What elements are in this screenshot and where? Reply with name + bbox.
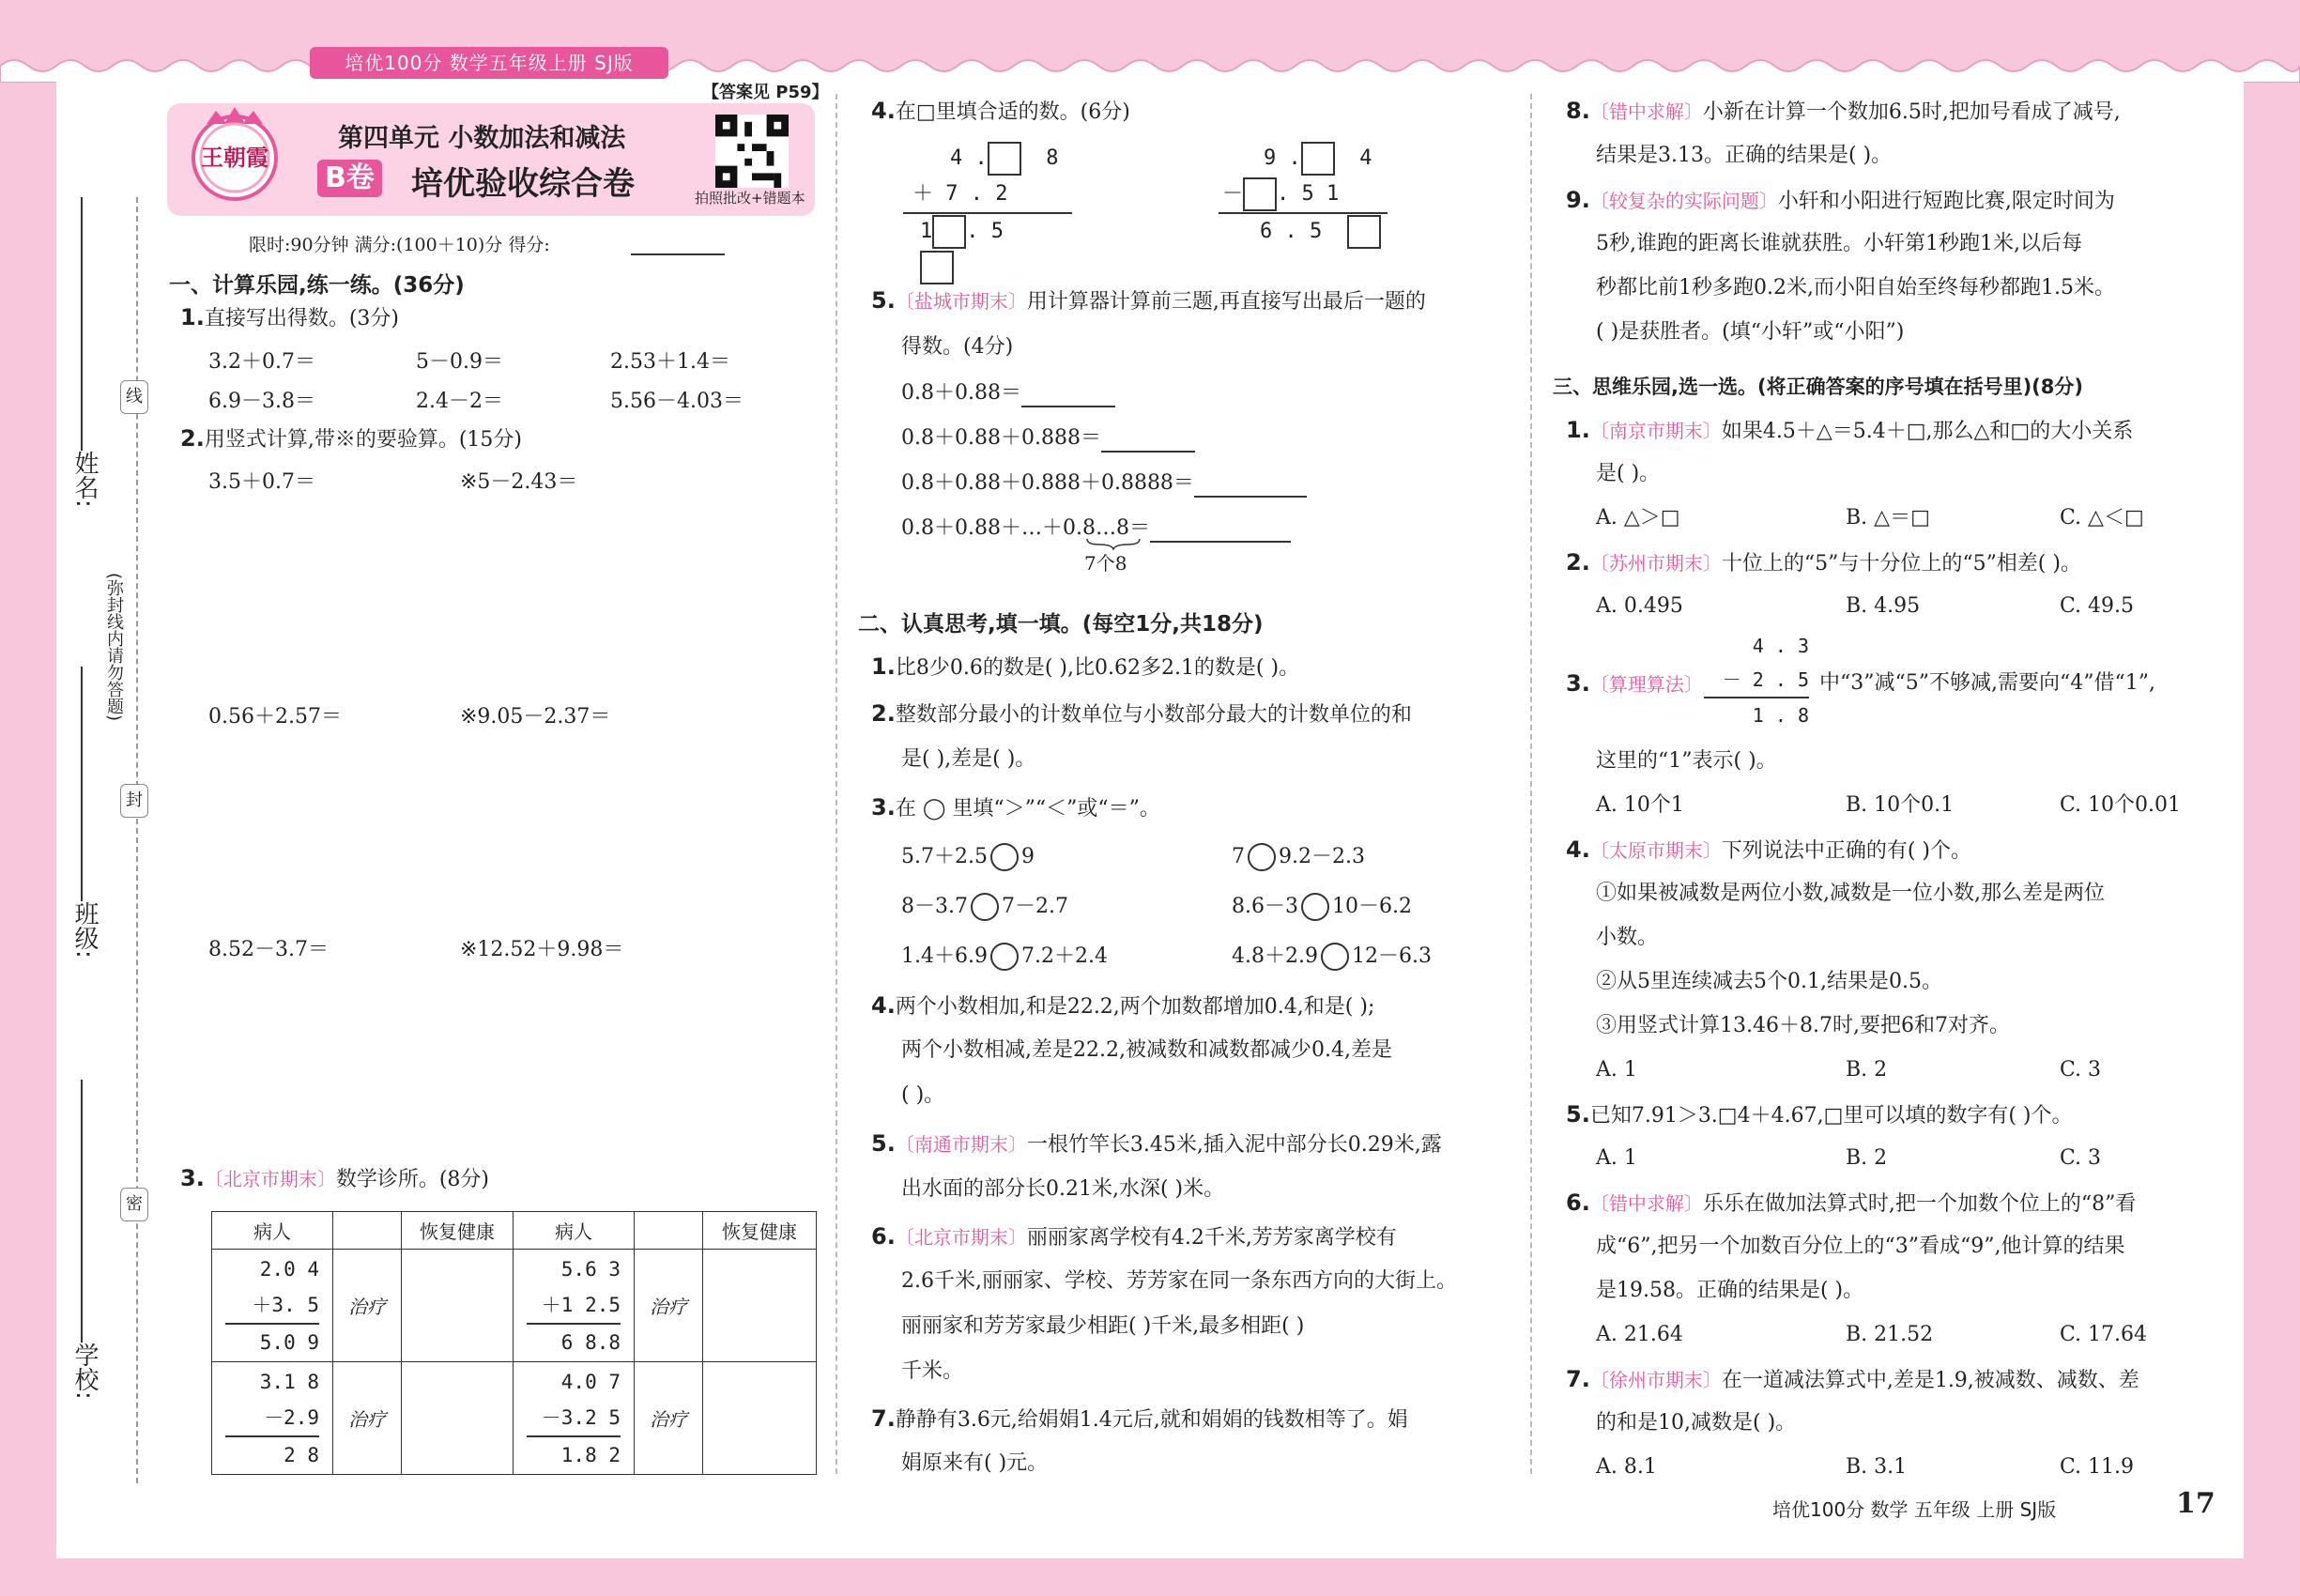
s2q9-tag: 〔较复杂的实际问题〕 — [1589, 190, 1778, 212]
s3q6-text: 乐乐在做加法算式时,把一个加数个位上的“8”看 — [1702, 1192, 2137, 1216]
treat-label: 治疗 — [635, 1362, 703, 1475]
option-a[interactable]: A. 1 — [1596, 1146, 1637, 1170]
option-a[interactable]: A. △＞□ — [1596, 506, 1680, 529]
table-row: 3.1 8 －2.9 2 8 治疗 4.0 7 －3.2 5 1.8 2 治疗 — [212, 1362, 817, 1475]
s3q7-text-cont: 的和是10,减数是( )。 — [1596, 1411, 1797, 1435]
q4-text: 在□里填合适的数。(6分) — [895, 100, 1130, 124]
page-number: 17 — [2176, 1487, 2216, 1520]
option-a[interactable]: A. 10个1 — [1596, 793, 1684, 817]
recovery-answer-cell[interactable] — [703, 1250, 817, 1362]
s2q6-number: 6. — [871, 1223, 896, 1250]
q5-text: 用计算器计算前三题,再直接写出最后一题的 — [1026, 290, 1426, 314]
s3q4-statement-cont: 小数。 — [1596, 926, 1659, 949]
option-b[interactable]: B. △＝□ — [1846, 506, 1930, 529]
compare-circle[interactable] — [1321, 943, 1349, 971]
qr-code-icon[interactable] — [715, 115, 789, 188]
q4-number: 4. — [871, 98, 896, 124]
q1-item: 2.4－2＝ — [416, 390, 503, 413]
s3q4-number: 4. — [1566, 836, 1590, 863]
q2-item: 3.5＋0.7＝ — [208, 470, 315, 494]
s2q8-number: 8. — [1566, 98, 1590, 124]
recovery-answer-cell[interactable] — [703, 1362, 817, 1475]
s2q8-tag: 〔错中求解〕 — [1589, 100, 1703, 123]
info-line: 限时:90分钟 满分:(100＋10)分 得分: — [249, 235, 550, 255]
s2q1-number: 1. — [871, 653, 896, 680]
option-a[interactable]: A. 8.1 — [1596, 1455, 1657, 1479]
s2q3-number: 3. — [871, 794, 896, 821]
s2q6-text: 丽丽家离学校有4.2千米,芳芳家离学校有 — [1026, 1226, 1397, 1250]
s3q7-tag: 〔徐州市期末〕 — [1589, 1369, 1722, 1391]
section-2-title: 二、认真思考,填一填。(每空1分,共18分) — [858, 612, 1264, 637]
q1-item: 2.53＋1.4＝ — [610, 350, 730, 374]
s3q3-vertical: 4 . 3 － 2 . 5 1 . 8 — [1704, 629, 1809, 732]
s2q5-tag: 〔南通市期末〕 — [895, 1133, 1027, 1156]
section-1-title: 一、计算乐园,练一练。(36分) — [169, 273, 465, 298]
score-field[interactable] — [631, 253, 725, 255]
option-b[interactable]: B. 2 — [1846, 1058, 1888, 1082]
s2q8-text-cont: 结果是3.13。正确的结果是( )。 — [1596, 144, 1893, 167]
s2q7-text-cont: 娟原来有( )元。 — [901, 1451, 1049, 1475]
table-header — [635, 1212, 703, 1250]
q5-blank[interactable] — [1194, 496, 1307, 498]
q5-blank[interactable] — [1021, 406, 1115, 407]
seal-mark-feng: 封 — [120, 784, 148, 818]
diagnosis-table — [211, 1211, 817, 1475]
s3q6-text-cont: 是19.58。正确的结果是( )。 — [1596, 1279, 1864, 1302]
column-divider-2 — [1530, 94, 1532, 1474]
q4-blank[interactable] — [988, 142, 1021, 176]
s2q4-text-cont: 两个小数相减,差是22.2,被减数和减数都减少0.4,差是 — [901, 1038, 1392, 1062]
s2q9-text-cont: 5秒,谁跑的距离长谁就获胜。小轩第1秒跑1米,以后每 — [1596, 232, 2082, 255]
s2q9-text-cont: 秒都比前1秒多跑0.2米,而小阳自始至终每秒都跑1.5米。 — [1596, 276, 2115, 299]
class-label: 班级: — [70, 901, 99, 959]
s3q4-statement: ②从5里连续减去5个0.1,结果是0.5。 — [1596, 970, 1942, 993]
option-b[interactable]: B. 2 — [1846, 1146, 1888, 1170]
q1-item: 6.9－3.8＝ — [208, 390, 315, 413]
s2q4-text: 两个小数相加,和是22.2,两个加数都增加0.4,和是( ); — [895, 995, 1375, 1019]
q2-item: 0.56＋2.57＝ — [208, 705, 342, 729]
paper-title: 培优验收综合卷 — [411, 165, 635, 203]
s3q6-text-cont: 成“6”,把另一个加数百分位上的“3”看成“9”,他计算的结果 — [1596, 1235, 2125, 1258]
q2-item: ※9.05－2.37＝ — [460, 705, 611, 729]
s2q9-text: 小轩和小阳进行短跑比赛,限定时间为 — [1777, 190, 2115, 213]
brace-label: 7个8 — [1084, 552, 1127, 575]
s2q6-text-cont: 千米。 — [901, 1359, 964, 1383]
q4-blank[interactable] — [1347, 215, 1381, 249]
s2q8-text: 小新在计算一个数加6.5时,把加号看成了减号, — [1702, 100, 2121, 124]
compare-circle[interactable] — [1301, 893, 1329, 921]
q1-text: 直接写出得数。(3分) — [204, 307, 399, 330]
s3q3-text: 中“3”减“5”不够减,需要向“4”借“1”, — [1819, 671, 2155, 695]
q5-blank[interactable] — [1101, 451, 1195, 453]
footer-series: 培优100分 数学 五年级 上册 SJ版 — [1772, 1498, 2057, 1521]
q1-item: 5－0.9＝ — [416, 350, 503, 374]
s2q5-text-cont: 出水面的部分长0.21米,水深( )米。 — [901, 1177, 1225, 1201]
name-label: 姓名: — [70, 451, 99, 508]
q2-item: ※5－2.43＝ — [460, 470, 578, 494]
s3q6-tag: 〔错中求解〕 — [1589, 1192, 1703, 1215]
q5-item: 0.8＋0.88＋…＋0.8…8＝ — [901, 516, 1150, 540]
s3q4-tag: 〔太原市期末〕 — [1589, 839, 1722, 862]
q5-item: 0.8＋0.88＝ — [901, 381, 1021, 405]
answer-reference: 【答案见 P59】 — [702, 83, 829, 102]
table-header: 恢复健康 — [402, 1212, 514, 1250]
q5-blank[interactable] — [1150, 541, 1291, 543]
s3q1-number: 1. — [1566, 417, 1590, 443]
s2q4-number: 4. — [871, 992, 896, 1019]
name-field[interactable] — [81, 197, 83, 451]
class-field[interactable] — [81, 667, 83, 901]
option-c[interactable]: C. 10个0.01 — [2060, 793, 2182, 817]
s3q1-text: 如果4.5＋△＝5.4＋□,那么△和□的大小关系 — [1721, 420, 2134, 443]
table-row: 2.0 4 ＋3. 5 5.0 9 治疗 5.6 3 ＋1 2.5 6 8.8 治疗 — [212, 1250, 817, 1362]
option-a[interactable]: A. 0.495 — [1596, 594, 1683, 618]
s2q9-number: 9. — [1566, 187, 1590, 213]
s3q4-statement: ①如果被减数是两位小数,减数是一位小数,那么差是两位 — [1596, 882, 2105, 905]
option-a[interactable]: A. 21.64 — [1596, 1323, 1683, 1346]
svg-text:王朝霞: 王朝霞 — [201, 144, 268, 171]
s3q5-number: 5. — [1566, 1101, 1590, 1128]
q2-number: 2. — [180, 425, 205, 452]
recovery-answer-cell[interactable] — [402, 1250, 514, 1362]
q4-vertical-a: 4 . 8 ＋ 7 . 2 1 . 5 — [903, 141, 1072, 285]
treat-label: 治疗 — [333, 1250, 402, 1362]
compare-circle[interactable] — [990, 843, 1019, 871]
s2q9-text-cont: ( )是获胜者。(填“小轩”或“小阳”) — [1596, 320, 1905, 344]
unit-title: 第四单元 小数加法和减法 — [338, 124, 626, 153]
q4-blank[interactable] — [920, 251, 954, 284]
s3q4-statement: ③用竖式计算13.46＋8.7时,要把6和7对齐。 — [1596, 1014, 2010, 1037]
s3q2-text: 十位上的“5”与十分位上的“5”相差( )。 — [1721, 552, 2081, 575]
q2-item: 8.52－3.7＝ — [208, 938, 329, 961]
school-field[interactable] — [81, 1080, 83, 1343]
s3q2-tag: 〔苏州市期末〕 — [1589, 552, 1722, 575]
s2q7-text: 静静有3.6元,给娟娟1.4元后,就和娟娟的钱数相等了。娟 — [895, 1408, 1408, 1432]
recovery-answer-cell[interactable] — [402, 1362, 514, 1475]
q4-blank[interactable] — [1243, 177, 1277, 211]
s3q3-tag: 〔算理算法〕 — [1589, 673, 1703, 696]
s2q2-text-cont: 是( ),差是( )。 — [901, 747, 1036, 771]
compare-circle[interactable] — [971, 893, 999, 921]
seal-notice: (弥封线内请勿答题) — [104, 573, 124, 722]
option-b[interactable]: B. 3.1 — [1846, 1455, 1908, 1479]
s2q1-text: 比8少0.6的数是( ),比0.62多2.1的数是( )。 — [895, 656, 1300, 680]
q2-text: 用竖式计算,带※的要验算。(15分) — [204, 428, 522, 452]
school-label: 学校: — [70, 1343, 99, 1400]
s2q5-number: 5. — [871, 1130, 896, 1157]
s3q2-number: 2. — [1566, 549, 1590, 575]
table-header: 病人 — [212, 1212, 333, 1250]
s3q1-text-cont: 是( )。 — [1596, 462, 1661, 485]
q5-tag: 〔盐城市期末〕 — [895, 290, 1027, 313]
option-c[interactable]: C. 17.64 — [2060, 1323, 2148, 1346]
option-c[interactable]: C. 3 — [2060, 1146, 2102, 1170]
option-c[interactable]: C. 3 — [2060, 1058, 2102, 1082]
qr-caption: 拍照批改+错题本 — [695, 190, 805, 207]
s3q3-number: 3. — [1566, 670, 1590, 697]
option-c[interactable]: C. 11.9 — [2060, 1455, 2135, 1479]
treat-label: 治疗 — [635, 1250, 703, 1362]
s3q7-number: 7. — [1566, 1366, 1590, 1392]
option-c[interactable]: C. 49.5 — [2060, 594, 2135, 618]
q3-text: 数学诊所。(8分) — [335, 1168, 489, 1191]
option-a[interactable]: A. 1 — [1596, 1058, 1637, 1082]
s2q6-text-cont: 2.6千米,丽丽家、学校、芳芳家在同一条东西方向的大街上。 — [901, 1269, 1457, 1293]
q3-number: 3. — [180, 1165, 205, 1191]
volume-badge: B卷 — [317, 160, 382, 197]
s2q2-text: 整数部分最小的计数单位与小数部分最大的计数单位的和 — [895, 703, 1412, 727]
s2q4-text-cont: ( )。 — [901, 1083, 945, 1107]
s3q4-text: 下列说法中正确的有( )个。 — [1721, 839, 1971, 863]
table-header: 病人 — [514, 1212, 635, 1250]
top-series-tag: 培优100分 数学五年级上册 SJ版 — [310, 47, 668, 79]
q4-blank[interactable] — [1301, 142, 1335, 176]
q4-vertical-b: 9 . 4 － . 5 1 6 . 5 — [1219, 141, 1388, 250]
compare-circle[interactable] — [1248, 843, 1276, 871]
s3q3-text-cont: 这里的“1”表示( )。 — [1596, 749, 1777, 773]
seal-mark-line: 线 — [120, 380, 148, 414]
seal-mark-mi: 密 — [120, 1188, 148, 1221]
option-b[interactable]: B. 10个0.1 — [1846, 793, 1955, 817]
s2q2-number: 2. — [871, 700, 896, 727]
brand-logo-icon — [178, 103, 291, 207]
option-c[interactable]: C. △＜□ — [2060, 506, 2144, 529]
q1-item: 3.2＋0.7＝ — [208, 350, 315, 374]
q1-number: 1. — [180, 304, 205, 330]
q5-text-cont: 得数。(4分) — [901, 335, 1014, 359]
q4-blank[interactable] — [932, 215, 966, 249]
s2q6-tag: 〔北京市期末〕 — [895, 1226, 1027, 1249]
q3-tag: 〔北京市期末〕 — [204, 1168, 336, 1190]
option-b[interactable]: B. 4.95 — [1846, 594, 1921, 618]
q5-item: 0.8＋0.88＋0.888＝ — [901, 426, 1101, 450]
s2q5-text: 一根竹竿长3.45米,插入泥中部分长0.29米,露 — [1026, 1133, 1442, 1157]
s3q7-text: 在一道减法算式中,差是1.9,被减数、减数、差 — [1721, 1369, 2139, 1392]
s3q6-number: 6. — [1566, 1189, 1590, 1216]
q2-item: ※12.52＋9.98＝ — [460, 938, 624, 961]
s2q6-text-cont: 丽丽家和芳芳家最少相距( )千米,最多相距( ) — [901, 1314, 1305, 1338]
q1-item: 5.56－4.03＝ — [610, 390, 744, 413]
s3q5-text: 已知7.91＞3.□4＋4.67,□里可以填的数字有( )个。 — [1589, 1104, 2073, 1128]
compare-circle[interactable] — [990, 943, 1019, 971]
s2q3-text: 在 ◯ 里填“＞”“＜”或“＝”。 — [895, 797, 1160, 821]
q5-number: 5. — [871, 287, 896, 314]
option-b[interactable]: B. 21.52 — [1846, 1323, 1934, 1346]
treat-label: 治疗 — [333, 1362, 402, 1475]
s2q7-number: 7. — [871, 1405, 896, 1432]
q5-item: 0.8＋0.88＋0.888＋0.8888＝ — [901, 471, 1194, 495]
table-header: 恢复健康 — [703, 1212, 817, 1250]
section-3-title: 三、思维乐园,选一选。(将正确答案的序号填在括号里)(8分) — [1553, 376, 2083, 398]
s3q1-tag: 〔南京市期末〕 — [1589, 420, 1722, 442]
column-divider-1 — [836, 94, 837, 1474]
table-header — [333, 1212, 402, 1250]
